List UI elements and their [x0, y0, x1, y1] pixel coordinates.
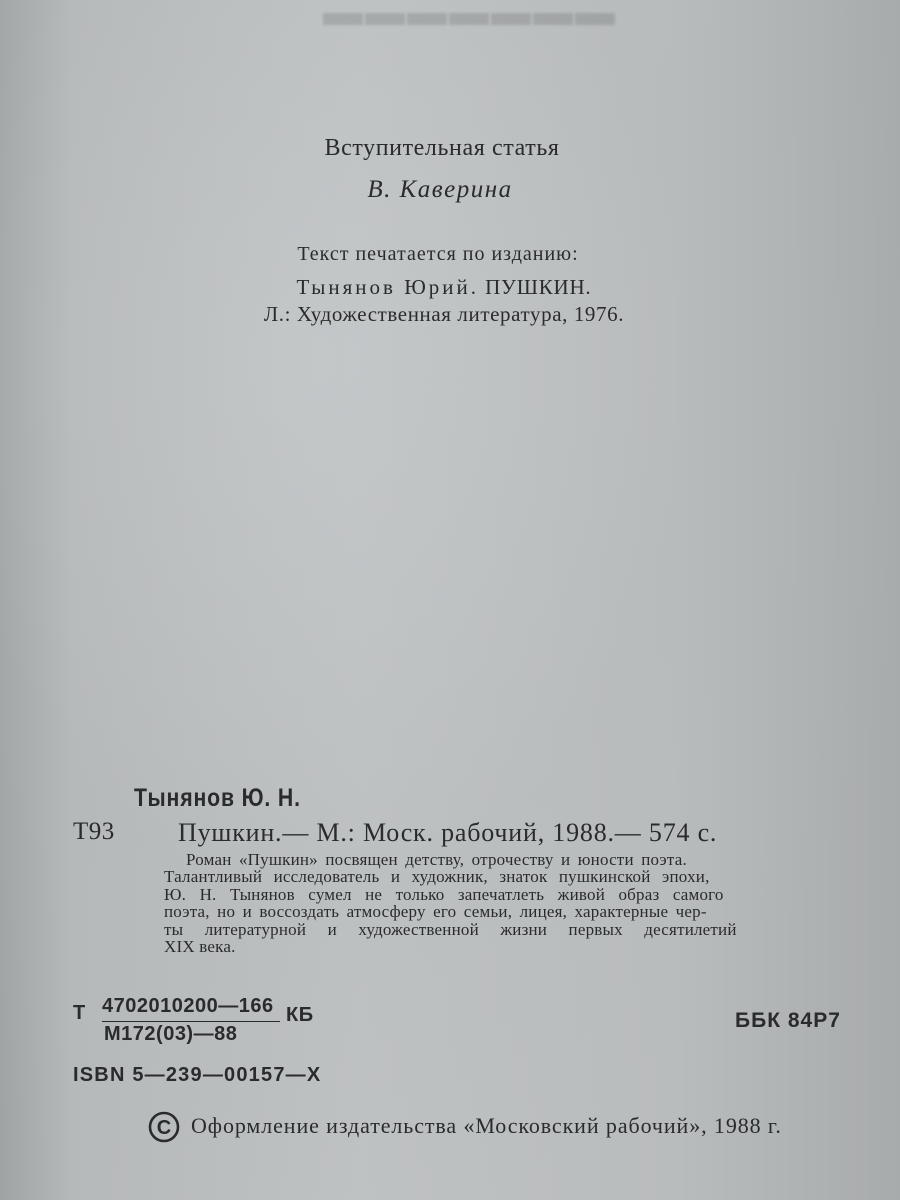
- annotation-line: Ю. Н. Тынянов сумел не только запечатлеть живой образ самого: [164, 885, 724, 904]
- annotation-line: поэта, но и воссоздать атмосферу его семьи, лицея, характерные чер-: [164, 902, 707, 921]
- intro-label: Вступительная статья: [324, 135, 560, 161]
- bibliographic-line: Пушкин.— М.: Моск. рабочий, 1988.— 574 с.: [178, 818, 718, 847]
- source-title-work: ПУШКИН.: [485, 275, 592, 299]
- fraction-rule: [102, 1021, 280, 1022]
- annotation-line: ты литературной и художественной жизни первых десятилетий: [164, 920, 737, 939]
- show-through-text: ▬▬▬▬▬▬▬: [323, 0, 617, 34]
- annotation-line: Талантливый исследователь и художник, знаток пушкинской эпохи,: [164, 867, 710, 886]
- catalog-author: Тынянов Ю. Н.: [134, 784, 301, 812]
- classification-suffix: КБ: [286, 1004, 314, 1026]
- copyright-symbol: C: [156, 1117, 172, 1139]
- bbk-code: ББК 84Р7: [735, 1009, 841, 1032]
- source-title: [0, 275, 894, 300]
- classification-numerator: 4702010200—166: [102, 995, 274, 1017]
- isbn: ISBN 5—239—00157—X: [73, 1064, 322, 1086]
- annotation-line: Роман «Пушкин» посвящен детству, отрочеству и юности поэта.: [186, 850, 687, 869]
- classification-letter: Т: [73, 1002, 86, 1024]
- source-label: Текст печатается по изданию:: [297, 243, 579, 265]
- annotation-line: XIX века.: [164, 937, 236, 956]
- catalog-code: Т93: [73, 818, 115, 845]
- classification-denominator: М172(03)—88: [104, 1023, 238, 1045]
- source-title-author: Тынянов Юрий.: [296, 275, 480, 299]
- copyright-icon: [148, 1111, 180, 1143]
- intro-author: В. Каверина: [367, 176, 513, 203]
- copyright-text: Оформление издательства «Московский рабочий», 1988 г.: [191, 1113, 782, 1138]
- source-publisher: Л.: Художественная литература, 1976.: [263, 302, 625, 326]
